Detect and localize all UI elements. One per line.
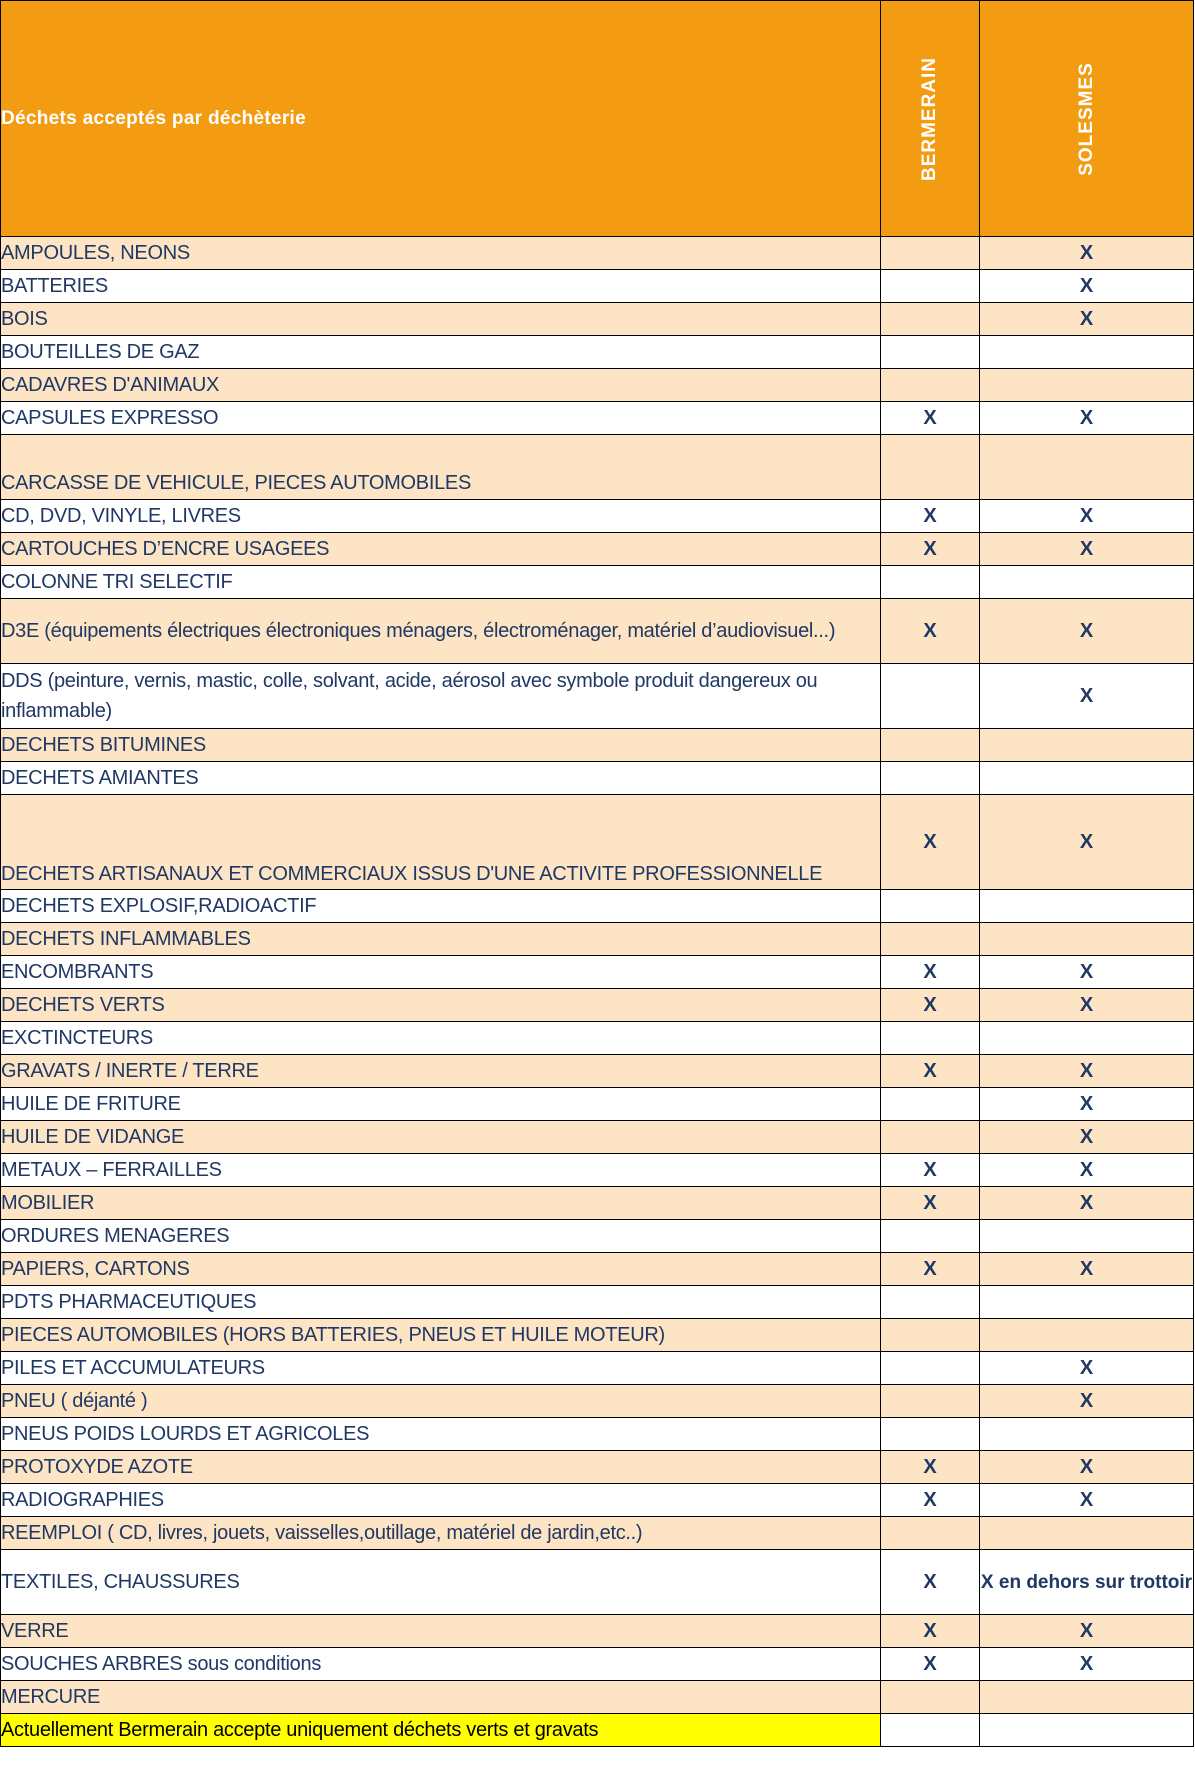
note-text: Actuellement Bermerain accepte uniquement déchets verts et gravats xyxy=(1,1714,881,1747)
waste-type-cell: PNEUS POIDS LOURDS ET AGRICOLES xyxy=(1,1418,881,1451)
bermerain-cell xyxy=(881,762,980,795)
table-row xyxy=(1,1451,1194,1484)
bermerain-cell xyxy=(881,1121,980,1154)
table-row xyxy=(1,533,1194,566)
bermerain-cell xyxy=(881,270,980,303)
solesmes-cell: X xyxy=(980,989,1194,1022)
table-row xyxy=(1,336,1194,369)
bermerain-cell xyxy=(881,664,980,729)
solesmes-cell: X xyxy=(980,533,1194,566)
solesmes-cell xyxy=(980,1286,1194,1319)
waste-type-cell: SOUCHES ARBRES sous conditions xyxy=(1,1648,881,1681)
waste-type-cell: DDS (peinture, vernis, mastic, colle, solvant, acide, aérosol avec symbole produit dangereux ou inflammable) xyxy=(1,664,881,729)
table-row xyxy=(1,1121,1194,1154)
bermerain-cell: X xyxy=(881,1253,980,1286)
solesmes-cell xyxy=(980,923,1194,956)
waste-type-cell: DECHETS EXPLOSIF,RADIOACTIF xyxy=(1,890,881,923)
waste-type-cell: TEXTILES, CHAUSSURES xyxy=(1,1550,881,1615)
waste-type-cell: DECHETS BITUMINES xyxy=(1,729,881,762)
bermerain-cell xyxy=(881,435,980,500)
waste-type-cell: DECHETS AMIANTES xyxy=(1,762,881,795)
bermerain-cell xyxy=(881,336,980,369)
table-row xyxy=(1,762,1194,795)
waste-type-cell: METAUX – FERRAILLES xyxy=(1,1154,881,1187)
table-row xyxy=(1,435,1194,500)
bermerain-cell xyxy=(881,1352,980,1385)
bermerain-cell xyxy=(881,1681,980,1714)
bermerain-cell: X xyxy=(881,1648,980,1681)
bermerain-cell xyxy=(881,1385,980,1418)
solesmes-cell xyxy=(980,729,1194,762)
table-row xyxy=(1,795,1194,890)
solesmes-cell: X xyxy=(980,664,1194,729)
waste-type-cell: ENCOMBRANTS xyxy=(1,956,881,989)
solesmes-cell: X xyxy=(980,1484,1194,1517)
solesmes-cell: X xyxy=(980,1615,1194,1648)
table-row xyxy=(1,729,1194,762)
solesmes-cell xyxy=(980,1418,1194,1451)
bermerain-cell xyxy=(881,1220,980,1253)
solesmes-cell xyxy=(980,435,1194,500)
solesmes-cell: X en dehors sur trottoir xyxy=(980,1550,1194,1615)
waste-type-cell: MERCURE xyxy=(1,1681,881,1714)
solesmes-cell: X xyxy=(980,500,1194,533)
table-row xyxy=(1,664,1194,729)
solesmes-cell: X xyxy=(980,1451,1194,1484)
table-row xyxy=(1,1681,1194,1714)
table-row xyxy=(1,1385,1194,1418)
waste-type-cell: PROTOXYDE AZOTE xyxy=(1,1451,881,1484)
table-row xyxy=(1,599,1194,664)
waste-type-cell: BOUTEILLES DE GAZ xyxy=(1,336,881,369)
bermerain-cell: X xyxy=(881,1615,980,1648)
waste-type-cell: D3E (équipements électriques électroniques ménagers, électroménager, matériel d’audiovisuel...) xyxy=(1,599,881,664)
solesmes-cell: X xyxy=(980,1648,1194,1681)
table-body xyxy=(1,237,1194,1747)
solesmes-cell: X xyxy=(980,1154,1194,1187)
solesmes-cell xyxy=(980,566,1194,599)
column-header-bermerain-label: BERMERAIN xyxy=(919,56,940,181)
solesmes-cell: X xyxy=(980,1055,1194,1088)
bermerain-cell xyxy=(881,237,980,270)
table-row xyxy=(1,1154,1194,1187)
bermerain-cell: X xyxy=(881,989,980,1022)
waste-type-cell: ORDURES MENAGERES xyxy=(1,1220,881,1253)
waste-type-cell: PILES ET ACCUMULATEURS xyxy=(1,1352,881,1385)
table-row xyxy=(1,1352,1194,1385)
bermerain-cell xyxy=(881,566,980,599)
solesmes-cell: X xyxy=(980,1187,1194,1220)
empty-cell xyxy=(980,1714,1194,1747)
bermerain-cell xyxy=(881,369,980,402)
solesmes-cell xyxy=(980,1517,1194,1550)
waste-type-cell: CAPSULES EXPRESSO xyxy=(1,402,881,435)
table-row xyxy=(1,1022,1194,1055)
table-title: Déchets acceptés par déchèterie xyxy=(1,1,881,237)
waste-type-cell: HUILE DE VIDANGE xyxy=(1,1121,881,1154)
solesmes-cell xyxy=(980,1220,1194,1253)
bermerain-cell: X xyxy=(881,1055,980,1088)
bermerain-cell: X xyxy=(881,500,980,533)
table-row xyxy=(1,1286,1194,1319)
solesmes-cell: X xyxy=(980,303,1194,336)
solesmes-cell xyxy=(980,1681,1194,1714)
table-row xyxy=(1,989,1194,1022)
table-row xyxy=(1,500,1194,533)
waste-type-cell: MOBILIER xyxy=(1,1187,881,1220)
waste-type-cell: PAPIERS, CARTONS xyxy=(1,1253,881,1286)
bermerain-cell xyxy=(881,1286,980,1319)
table-row xyxy=(1,1418,1194,1451)
waste-type-cell: COLONNE TRI SELECTIF xyxy=(1,566,881,599)
solesmes-cell xyxy=(980,369,1194,402)
empty-cell xyxy=(881,1714,980,1747)
bermerain-cell xyxy=(881,1418,980,1451)
solesmes-cell: X xyxy=(980,1352,1194,1385)
bermerain-cell xyxy=(881,890,980,923)
table-row xyxy=(1,1550,1194,1615)
waste-type-cell: GRAVATS / INERTE / TERRE xyxy=(1,1055,881,1088)
table-row xyxy=(1,1253,1194,1286)
solesmes-cell xyxy=(980,762,1194,795)
bermerain-cell xyxy=(881,1517,980,1550)
waste-type-cell: EXCTINCTEURS xyxy=(1,1022,881,1055)
solesmes-cell: X xyxy=(980,1253,1194,1286)
waste-type-cell: BATTERIES xyxy=(1,270,881,303)
waste-type-cell: HUILE DE FRITURE xyxy=(1,1088,881,1121)
column-header-bermerain xyxy=(881,1,980,237)
waste-type-cell: CD, DVD, VINYLE, LIVRES xyxy=(1,500,881,533)
solesmes-cell xyxy=(980,1022,1194,1055)
bermerain-cell: X xyxy=(881,1451,980,1484)
waste-type-cell: PIECES AUTOMOBILES (HORS BATTERIES, PNEUS ET HUILE MOTEUR) xyxy=(1,1319,881,1352)
table-row xyxy=(1,1088,1194,1121)
bermerain-cell xyxy=(881,729,980,762)
table-row xyxy=(1,1648,1194,1681)
note-row xyxy=(1,1714,1194,1747)
bermerain-cell: X xyxy=(881,956,980,989)
waste-type-cell: CARCASSE DE VEHICULE, PIECES AUTOMOBILES xyxy=(1,435,881,500)
waste-type-cell: PNEU ( déjanté ) xyxy=(1,1385,881,1418)
bermerain-cell: X xyxy=(881,1550,980,1615)
table-row xyxy=(1,1484,1194,1517)
bermerain-cell: X xyxy=(881,533,980,566)
table-row xyxy=(1,369,1194,402)
table-row xyxy=(1,237,1194,270)
solesmes-cell: X xyxy=(980,237,1194,270)
waste-type-cell: CARTOUCHES D’ENCRE USAGEES xyxy=(1,533,881,566)
table-row xyxy=(1,566,1194,599)
table-row xyxy=(1,890,1194,923)
waste-type-cell: CADAVRES D'ANIMAUX xyxy=(1,369,881,402)
solesmes-cell xyxy=(980,336,1194,369)
table-row xyxy=(1,1187,1194,1220)
column-header-solesmes xyxy=(980,1,1194,237)
bermerain-cell: X xyxy=(881,1154,980,1187)
bermerain-cell: X xyxy=(881,599,980,664)
solesmes-cell xyxy=(980,1319,1194,1352)
table-row xyxy=(1,923,1194,956)
header-row xyxy=(1,1,1194,237)
waste-type-cell: VERRE xyxy=(1,1615,881,1648)
table-row xyxy=(1,303,1194,336)
bermerain-cell xyxy=(881,303,980,336)
bermerain-cell xyxy=(881,1022,980,1055)
solesmes-cell: X xyxy=(980,956,1194,989)
bermerain-cell: X xyxy=(881,795,980,890)
bermerain-cell xyxy=(881,1319,980,1352)
solesmes-cell: X xyxy=(980,1385,1194,1418)
bermerain-cell: X xyxy=(881,1187,980,1220)
waste-type-cell: REEMPLOI ( CD, livres, jouets, vaisselles,outillage, matériel de jardin,etc..) xyxy=(1,1517,881,1550)
table-row xyxy=(1,1615,1194,1648)
solesmes-cell: X xyxy=(980,1088,1194,1121)
column-header-solesmes-label: SOLESMES xyxy=(1075,61,1097,176)
table-row xyxy=(1,270,1194,303)
table-row xyxy=(1,402,1194,435)
bermerain-cell: X xyxy=(881,402,980,435)
bermerain-cell: X xyxy=(881,1484,980,1517)
waste-type-cell: BOIS xyxy=(1,303,881,336)
table-row xyxy=(1,1220,1194,1253)
waste-type-cell: RADIOGRAPHIES xyxy=(1,1484,881,1517)
solesmes-cell: X xyxy=(980,1121,1194,1154)
table-row xyxy=(1,1319,1194,1352)
waste-type-cell: DECHETS VERTS xyxy=(1,989,881,1022)
solesmes-cell: X xyxy=(980,795,1194,890)
solesmes-cell: X xyxy=(980,402,1194,435)
waste-type-cell: DECHETS INFLAMMABLES xyxy=(1,923,881,956)
table-row xyxy=(1,956,1194,989)
waste-type-cell: DECHETS ARTISANAUX ET COMMERCIAUX ISSUS D'UNE ACTIVITE PROFESSIONNELLE xyxy=(1,795,881,890)
waste-type-cell: PDTS PHARMACEUTIQUES xyxy=(1,1286,881,1319)
solesmes-cell xyxy=(980,890,1194,923)
bermerain-cell xyxy=(881,1088,980,1121)
solesmes-cell: X xyxy=(980,270,1194,303)
table-row xyxy=(1,1517,1194,1550)
table-row xyxy=(1,1055,1194,1088)
solesmes-cell: X xyxy=(980,599,1194,664)
bermerain-cell xyxy=(881,923,980,956)
waste-type-cell: AMPOULES, NEONS xyxy=(1,237,881,270)
